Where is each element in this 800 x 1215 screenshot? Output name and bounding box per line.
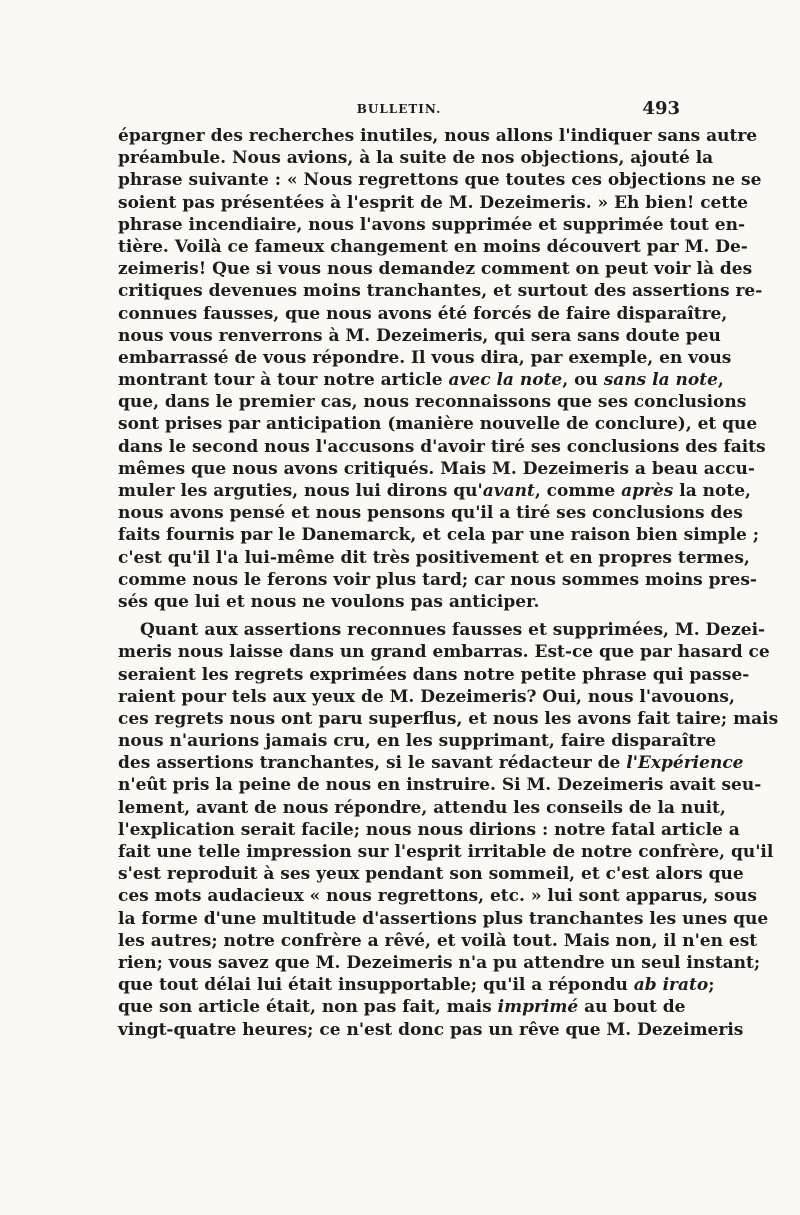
- text-line: meris nous laisse dans un grand embarras. Est-ce que par hasard ce: [118, 642, 770, 663]
- text-span: au bout de: [578, 997, 686, 1018]
- text-line: Quant aux assertions reconnues fausses et supprimées, M. Dezei-: [140, 620, 766, 641]
- page-number: 493: [642, 98, 680, 119]
- text-span: que tout délai lui était insupportable; qu'il a répondu: [118, 975, 634, 996]
- text-line: embarrassé de vous répondre. Il vous dira, par exemple, en vous: [118, 347, 732, 368]
- text-line: n'eût pris la peine de nous en instruire. Si M. Dezeimeris avait seu-: [118, 775, 762, 796]
- text-line: faits fournis par le Danemarck, et cela par une raison bien simple ;: [118, 525, 760, 546]
- text-line: raient pour tels aux yeux de M. Dezeimeris? Oui, nous l'avouons,: [118, 686, 735, 707]
- text-line: [118, 369, 724, 391]
- text-line: tière. Voilà ce fameux changement en moins découvert par M. De-: [118, 236, 748, 257]
- text-line: nous vous renverrons à M. Dezeimeris, qui sera sans doute peu: [118, 325, 721, 346]
- text-line: phrase incendiaire, nous l'avons supprimée et supprimée tout en-: [118, 214, 746, 235]
- text-line: vingt-quatre heures; ce n'est donc pas un rêve que M. Dezeimeris: [118, 1019, 744, 1040]
- text-span: ,: [717, 370, 724, 391]
- text-span: , comme: [534, 481, 622, 501]
- text-line: [118, 996, 686, 1018]
- text-line: phrase suivante : « Nous regrettons que toutes ces objections ne se: [118, 170, 762, 191]
- italic-span: avec la note: [448, 370, 563, 391]
- text-line: [118, 974, 715, 996]
- text-line: critiques devenues moins tranchantes, et surtout des assertions re-: [118, 281, 763, 302]
- paragraph-2: [118, 619, 779, 1041]
- page-body: [118, 125, 779, 1041]
- text-line: comme nous le ferons voir plus tard; car nous sommes moins pres-: [118, 569, 757, 590]
- text-line: les autres; notre confrère a rêvé, et voilà tout. Mais non, il n'en est: [118, 930, 758, 951]
- text-line: fait une telle impression sur l'esprit irritable de notre confrère, qu'il: [118, 842, 774, 862]
- text-line: ces mots audacieux « nous regrettons, etc. » lui sont apparus, sous: [118, 886, 757, 907]
- text-line: sés que lui et nous ne voulons pas anticiper.: [118, 591, 540, 612]
- text-line: épargner des recherches inutiles, nous allons l'indiquer sans autre: [118, 126, 758, 146]
- text-span: des assertions tranchantes, si le savant rédacteur de: [118, 753, 627, 774]
- text-line: dans le second nous l'accusons d'avoir tiré ses conclusions des faits: [118, 436, 766, 457]
- italic-span: avant: [482, 481, 535, 501]
- text-span: , ou: [562, 370, 604, 391]
- text-span: muler les arguties, nous lui dirons qu': [118, 481, 483, 501]
- italic-span: imprimé: [497, 997, 579, 1018]
- text-span: la note,: [673, 481, 751, 501]
- italic-span: ab irato: [633, 975, 709, 996]
- text-line: mêmes que nous avons critiqués. Mais M. Dezeimeris a beau accu-: [118, 458, 755, 479]
- running-head: BULLETIN.: [356, 102, 442, 116]
- text-line: l'explication serait facile; nous nous dirions : notre fatal article a: [118, 819, 740, 840]
- text-line: soient pas présentées à l'esprit de M. Dezeimeris. » Eh bien! cette: [118, 192, 748, 213]
- text-span: que son article était, non pas fait, mais: [118, 997, 498, 1018]
- text-line: connues fausses, que nous avons été forcés de faire disparaître,: [118, 303, 728, 324]
- text-line: s'est reproduit à ses yeux pendant son sommeil, et c'est alors que: [118, 864, 744, 885]
- italic-span: l'Expérience: [626, 753, 744, 774]
- text-span: montrant tour à tour notre article: [118, 370, 449, 391]
- italic-span: sans la note: [603, 370, 718, 391]
- text-line: la forme d'une multitude d'assertions plus tranchantes les unes que: [118, 908, 769, 929]
- page-header: [118, 100, 680, 124]
- text-line: lement, avant de nous répondre, attendu les conseils de la nuit,: [118, 797, 726, 818]
- text-line: que, dans le premier cas, nous reconnaissons que ses conclusions: [118, 392, 747, 413]
- text-line: rien; vous savez que M. Dezeimeris n'a pu attendre un seul instant;: [118, 952, 761, 973]
- text-line: sont prises par anticipation (manière nouvelle de conclure), et que: [118, 414, 758, 435]
- text-span: ;: [708, 975, 715, 996]
- text-line: préambule. Nous avions, à la suite de nos objections, ajouté la: [118, 148, 714, 169]
- text-line: ces regrets nous ont paru superflus, et nous les avons fait taire; mais: [118, 708, 779, 729]
- paragraph-1: [118, 125, 766, 613]
- text-line: nous avons pensé et nous pensons qu'il a tiré ses conclusions des: [118, 503, 743, 524]
- text-line: c'est qu'il l'a lui-même dit très positivement et en propres termes,: [118, 547, 750, 568]
- text-line: zeimeris! Que si vous nous demandez comment on peut voir là des: [118, 259, 753, 280]
- text-line: [118, 480, 751, 502]
- text-line: [118, 752, 744, 774]
- italic-span: après: [621, 481, 674, 501]
- text-line: seraient les regrets exprimées dans notre petite phrase qui passe-: [118, 664, 750, 685]
- text-line: nous n'aurions jamais cru, en les supprimant, faire disparaître: [118, 731, 717, 752]
